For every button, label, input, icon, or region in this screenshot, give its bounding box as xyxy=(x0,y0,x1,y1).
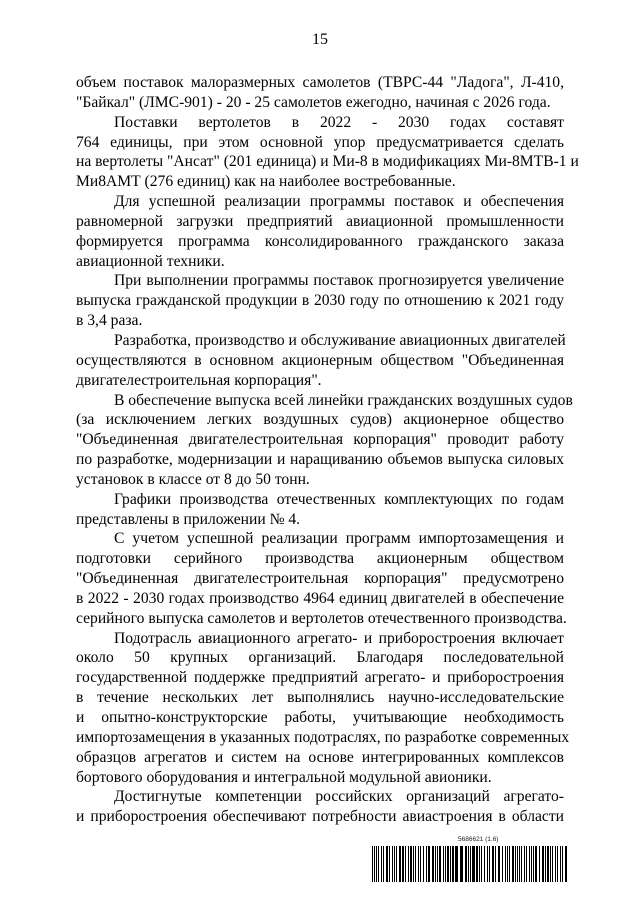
text-line: "Байкал" (ЛМС-901) - 20 - 25 самолетов ежегодно, начиная с 2026 года. xyxy=(76,93,551,111)
text-line: выпуска гражданской продукции в 2030 году по отношению к 2021 году xyxy=(76,292,564,310)
text-line: Ми8АМТ (276 единиц) как на наиболее востребованные. xyxy=(76,173,456,191)
text-line: авиационной техники. xyxy=(76,252,225,270)
text-line: "Объединенная двигателестроительная корпорация" предусмотрено xyxy=(76,570,564,588)
text-line: Поставки вертолетов в 2022 - 2030 годах составят xyxy=(114,113,564,131)
text-line: подготовки серийного производства акционерным обществом xyxy=(76,550,564,568)
text-line: (за исключением легких воздушных судов) акционерное общество xyxy=(76,411,564,429)
text-line: В обеспечение выпуска всей линейки гражданских воздушных судов xyxy=(114,391,573,409)
paragraph xyxy=(76,787,564,827)
text-line: представлены в приложении № 4. xyxy=(76,510,301,528)
text-line: импортозамещения в указанных подотраслях, по разработке современных xyxy=(76,728,570,746)
paragraph xyxy=(76,629,570,788)
text-line: государственной поддержке предприятий агрегато- и приборостроения xyxy=(76,669,564,687)
text-line: Для успешной реализации программы поставок и обеспечения xyxy=(114,193,564,211)
page-number: 15 xyxy=(312,31,328,48)
barcode-icon xyxy=(372,846,568,882)
text-line: равномерной загрузки предприятий авиационной промышленности xyxy=(76,212,564,230)
document-body xyxy=(76,73,579,827)
text-line: около 50 крупных организаций. Благодаря последовательной xyxy=(76,649,564,667)
text-line: объем поставок малоразмерных самолетов (ТВРС-44 "Ладога", Л-410, xyxy=(76,74,564,91)
text-line: образцов агрегатов и систем на основе интегрированных комплексов xyxy=(76,748,564,766)
text-line: осуществляются в основном акционерным обществом "Объединенная xyxy=(76,351,564,369)
text-line: в 3,4 раза. xyxy=(76,312,143,330)
paragraph xyxy=(76,529,567,628)
paragraph xyxy=(76,73,564,113)
paragraph xyxy=(76,192,564,271)
text-line: Подотрасль авиационного агрегато- и приборостроения включает xyxy=(114,629,564,647)
paragraph xyxy=(76,331,564,391)
text-line: Достигнутые компетенции российских организаций агрегато- xyxy=(114,788,564,806)
text-line: в течение нескольких лет выполнялись научно-исследовательские xyxy=(76,689,564,707)
text-line: в 2022 - 2030 годах производство 4964 единиц двигателей в обеспечение xyxy=(76,589,564,607)
text-line: установок в классе от 8 до 50 тонн. xyxy=(76,470,310,488)
paragraph xyxy=(76,113,579,192)
paragraph xyxy=(76,391,573,490)
document-code: 5686621 (1.6) xyxy=(458,836,499,843)
paragraph xyxy=(76,271,564,331)
text-line: по разработке, модернизации и наращиванию объемов выпуска силовых xyxy=(76,451,564,469)
text-line: "Объединенная двигателестроительная корпорация" проводит работу xyxy=(76,431,564,449)
text-line: серийного выпуска самолетов и вертолетов отечественного производства. xyxy=(76,609,567,627)
text-line: Графики производства отечественных комплектующих по годам xyxy=(114,490,564,508)
text-line: двигателестроительная корпорация". xyxy=(76,371,322,389)
text-line: С учетом успешной реализации программ импортозамещения и xyxy=(114,530,564,548)
text-line: на вертолеты "Ансат" (201 единица) и Ми-8 в модификациях Ми-8МТВ-1 и xyxy=(76,153,579,171)
text-line: и приборостроения обеспечивают потребности авиастроения в области xyxy=(76,808,564,826)
text-line: 764 единицы, при этом основной упор предусматривается сделать xyxy=(76,133,564,151)
paragraph xyxy=(76,490,564,530)
text-line: При выполнении программы поставок прогнозируется увеличение xyxy=(114,272,564,290)
text-line: бортового оборудования и интегральной модульной авионики. xyxy=(76,768,492,786)
text-line: и опытно-конструкторские работы, учитывающие необходимость xyxy=(76,709,564,726)
text-line: Разработка, производство и обслуживание авиационных двигателей xyxy=(114,331,566,349)
text-line: формируется программа консолидированного гражданского заказа xyxy=(76,232,564,250)
